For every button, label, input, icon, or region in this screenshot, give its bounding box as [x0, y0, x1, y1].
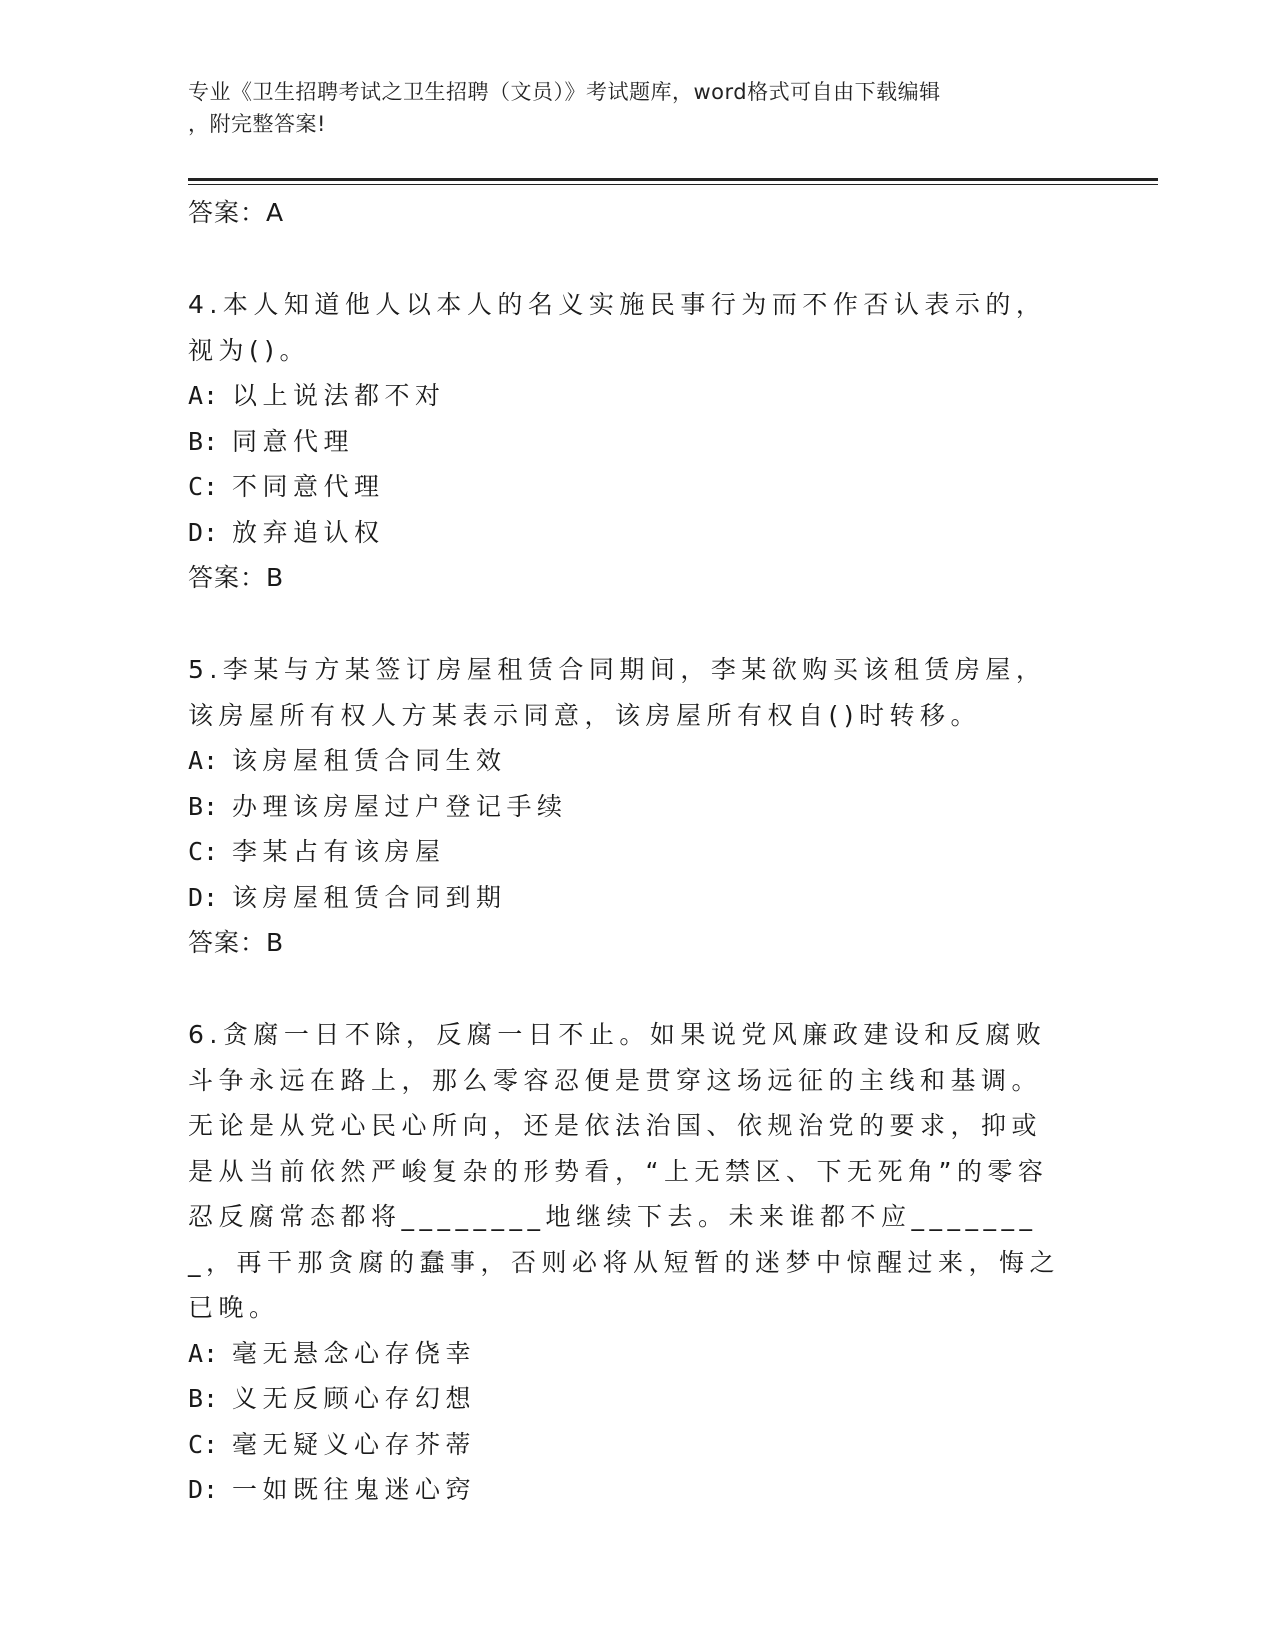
- header-divider-thin: [188, 184, 1158, 185]
- option-a: [188, 373, 1068, 419]
- option-text: 该房屋租赁合同到期: [232, 882, 507, 912]
- header-line-2: ，附完整答案!: [188, 112, 326, 136]
- option-letter: B:: [188, 791, 219, 821]
- option-letter: D:: [188, 517, 219, 547]
- option-text: 办理该房屋过户登记手续: [232, 791, 568, 821]
- question-stem: 5.李某与方某签订房屋租赁合同期间，李某欲购买该租赁房屋，该房屋所有权人方某表示同意，该房屋所有权自()时转移。: [188, 655, 1047, 730]
- option-text: 毫无悬念心存侥幸: [232, 1338, 477, 1368]
- option-letter: B:: [188, 1384, 219, 1413]
- question-stem: 6.贪腐一日不除，反腐一日不止。如果说党风廉政建设和反腐败斗争永远在路上，那么零容忍便是贯穿这场远征的主线和基调。无论是从党心民心所向，还是依法治国、依规治党的要求，抑或是从当前依然严峻复杂的形势看，“上无禁区、下无死角”的零容忍反腐常态都将________地继续下去。未来谁都不应________，再干那贪腐的蠢事，否则必将从短暂的迷梦中惊醒过来，悔之已晚。: [188, 1020, 1061, 1322]
- question-stem: 4.本人知道他人以本人的名义实施民事行为而不作否认表示的，视为()。: [188, 290, 1047, 365]
- option-letter: A:: [188, 746, 219, 775]
- option-letter: D:: [188, 882, 219, 912]
- option-text: 一如既往鬼迷心窍: [232, 1475, 477, 1504]
- option-b: [188, 419, 1068, 465]
- header-line-1: 专业《卫生招聘考试之卫生招聘（文员）》考试题库，word格式可自由下载编辑: [188, 80, 941, 104]
- answer-question-4: 答案：B: [188, 563, 285, 592]
- answer-previous-question: 答案：A: [188, 198, 285, 227]
- question-6: [188, 1012, 1068, 1513]
- option-letter: B:: [188, 426, 219, 456]
- document-header: [188, 76, 1068, 140]
- option-text: 义无反顾心存幻想: [232, 1384, 477, 1413]
- option-a: [188, 738, 1068, 784]
- option-text: 同意代理: [232, 426, 355, 456]
- option-d: [188, 875, 1068, 921]
- option-letter: C:: [188, 1429, 219, 1459]
- option-text: 以上说法都不对: [232, 381, 446, 410]
- option-text: 不同意代理: [232, 472, 385, 501]
- document-body: [188, 190, 1068, 1513]
- question-5: [188, 647, 1068, 966]
- option-d: [188, 1467, 1068, 1513]
- option-letter: C:: [188, 837, 219, 866]
- option-a: [188, 1331, 1068, 1377]
- option-letter: A:: [188, 381, 219, 410]
- option-c: [188, 464, 1068, 510]
- option-letter: D:: [188, 1475, 219, 1504]
- question-4: [188, 282, 1068, 601]
- option-text: 该房屋租赁合同生效: [232, 746, 507, 775]
- option-b: [188, 1376, 1068, 1422]
- option-d: [188, 510, 1068, 556]
- option-letter: A:: [188, 1338, 219, 1368]
- option-text: 毫无疑义心存芥蒂: [232, 1429, 477, 1459]
- header-divider-thick: [188, 178, 1158, 181]
- option-c: [188, 829, 1068, 875]
- option-letter: C:: [188, 472, 219, 501]
- option-b: [188, 784, 1068, 830]
- option-text: 放弃追认权: [232, 517, 385, 547]
- option-c: [188, 1422, 1068, 1468]
- option-text: 李某占有该房屋: [232, 837, 446, 866]
- answer-question-5: 答案：B: [188, 928, 285, 957]
